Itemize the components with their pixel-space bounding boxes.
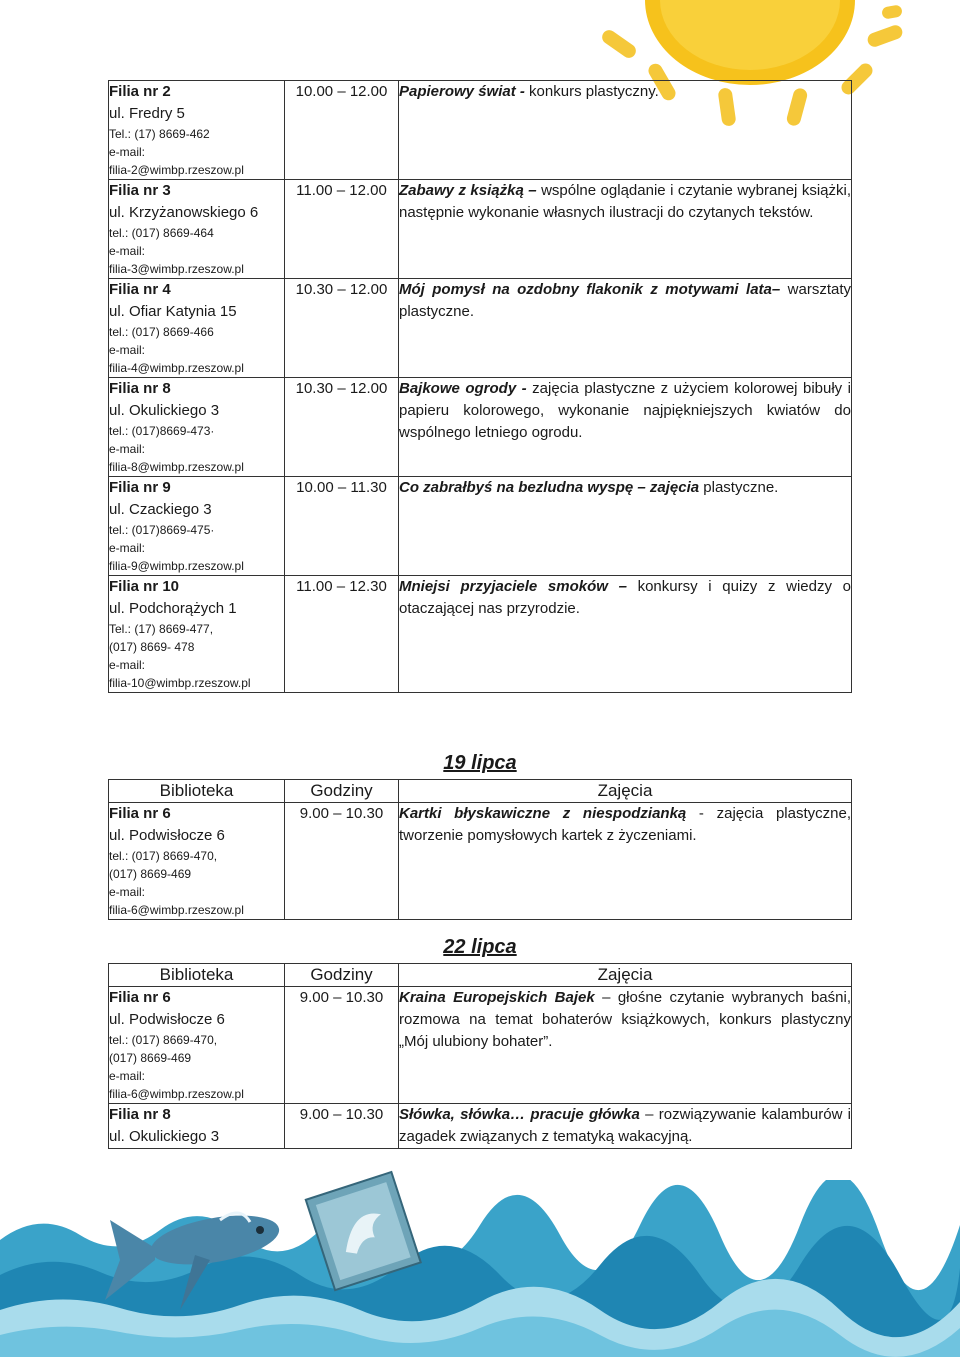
library-email[interactable]: filia-10@wimbp.rzeszow.pl [109,676,251,690]
hours-cell: 9.00 – 10.30 [285,1104,399,1149]
library-cell [109,987,285,1104]
activity-description: plastyczne. [699,479,779,496]
hours-cell: 10.00 – 11.30 [285,477,399,576]
activity-description: - zajęcia plastyczne, tworzenie pomysłowych kartek z życzeniami. [399,805,851,844]
activity-description: wspólne oglądanie i czytanie wybranej książki, następnie wykonanie własnych ilustracji do czytanych tekstów. [399,182,851,221]
library-name: Filia nr 6 [109,805,171,822]
library-email[interactable]: filia-4@wimbp.rzeszow.pl [109,361,244,375]
activity-cell [399,803,852,920]
activity-cell [399,1104,852,1149]
hours-cell: 9.00 – 10.30 [285,803,399,920]
library-name: Filia nr 10 [109,578,180,595]
library-name: Filia nr 3 [109,182,171,199]
library-cell [109,378,285,477]
library-phone: tel.: (017) 8669-470, [109,1033,218,1047]
library-email-label: e-mail: [109,1069,146,1083]
activity-title: Kartki błyskawiczne z niespodzianką [399,805,687,822]
table-row [109,987,852,1104]
hours-cell: 11.00 – 12.00 [285,180,399,279]
activity-title: Bajkowe ogrody - [399,380,527,397]
library-address: ul. Okulickiego 3 [109,1128,220,1145]
hours-cell: 9.00 – 10.30 [285,987,399,1104]
library-cell [109,180,285,279]
activity-title: Co zabrałbyś na bezludna wyspę – zajęcia [399,479,700,496]
schedule-table-top [108,80,852,693]
library-address: ul. Podchorążych 1 [109,600,237,617]
schedule-rows [109,803,852,920]
schedule-rows [109,81,852,693]
library-email-label: e-mail: [109,145,146,159]
activity-title: Kraina Europejskich Bajek [399,989,595,1006]
activity-title: Słówka, słówka… pracuje główka [399,1106,640,1123]
activity-title: Papierowy świat - [399,83,525,100]
header-activity: Zajęcia [399,964,852,987]
activity-description: konkursy i quizy z wiedzy o otaczającej nas przyrodzie. [399,578,851,617]
activity-description: – głośne czytanie wybranych baśni, rozmowa na temat bohaterów książkowych, konkurs plastyczny „Mój ulubiony bohater”. [399,989,851,1050]
activity-cell [399,576,852,693]
header-library: Biblioteka [109,964,285,987]
library-phone-2: (017) 8669- 478 [109,640,195,654]
activity-cell [399,477,852,576]
activity-cell [399,180,852,279]
activity-description: – rozwiązywanie kalamburów i zagadek związanych z tematyką wakacyjną. [399,1106,851,1145]
hours-cell: 10.30 – 12.00 [285,378,399,477]
library-address: ul. Krzyżanowskiego 6 [109,204,259,221]
activity-description: konkurs plastyczny. [524,83,659,100]
library-email-label: e-mail: [109,343,146,357]
table-row [109,279,852,378]
library-name: Filia nr 8 [109,1106,171,1123]
header-row [109,780,852,803]
table-row [109,180,852,279]
library-phone-2: (017) 8669-469 [109,867,192,881]
library-name: Filia nr 4 [109,281,171,298]
hours-cell: 10.00 – 12.00 [285,81,399,180]
library-email[interactable]: filia-8@wimbp.rzeszow.pl [109,460,244,474]
library-address: ul. Czackiego 3 [109,501,212,518]
library-email[interactable]: filia-2@wimbp.rzeszow.pl [109,163,244,177]
library-name: Filia nr 9 [109,479,171,496]
day-title-22-lipca: 22 lipca [443,936,517,958]
book-illustration [300,1165,430,1295]
activity-title: Mój pomysł na ozdobny flakonik z motywami lata– [399,281,781,298]
table-row [109,803,852,920]
library-email-label: e-mail: [109,885,146,899]
schedule-table-22-lipca [108,963,852,1149]
table-row [109,1104,852,1149]
library-address: ul. Okulickiego 3 [109,402,220,419]
header-library: Biblioteka [109,780,285,803]
library-phone: tel.: (017)8669-475· [109,523,215,537]
header-activity: Zajęcia [399,780,852,803]
library-cell [109,279,285,378]
fish-illustration [100,1200,300,1320]
library-email-label: e-mail: [109,244,146,258]
activity-cell [399,987,852,1104]
schedule-rows [109,987,852,1149]
library-email[interactable]: filia-6@wimbp.rzeszow.pl [109,1087,244,1101]
table-row [109,378,852,477]
table-row [109,576,852,693]
library-address: ul. Fredry 5 [109,105,185,122]
library-address: ul. Podwisłocze 6 [109,827,225,844]
day-title-19-lipca: 19 lipca [443,752,517,774]
header-row [109,964,852,987]
library-address: ul. Podwisłocze 6 [109,1011,225,1028]
library-email-label: e-mail: [109,442,146,456]
library-phone: Tel.: (17) 8669-477, [109,622,214,636]
library-phone: tel.: (017)8669-473· [109,424,215,438]
library-name: Filia nr 8 [109,380,171,397]
library-cell [109,1104,285,1149]
library-cell [109,803,285,920]
library-email[interactable]: filia-3@wimbp.rzeszow.pl [109,262,244,276]
header-hours: Godziny [285,964,399,987]
activity-title: Mniejsi przyjaciele smoków – [399,578,627,595]
library-email[interactable]: filia-9@wimbp.rzeszow.pl [109,559,244,573]
header-hours: Godziny [285,780,399,803]
library-phone: tel.: (017) 8669-466 [109,325,214,339]
table-row [109,477,852,576]
library-email[interactable]: filia-6@wimbp.rzeszow.pl [109,903,244,917]
library-phone-2: (017) 8669-469 [109,1051,192,1065]
activity-cell [399,378,852,477]
library-name: Filia nr 2 [109,83,171,100]
library-cell [109,576,285,693]
activity-description: zajęcia plastyczne z użyciem kolorowej bibuły i papieru kolorowego, wykonanie najpiękniejszych kwiatów do wspólnego letniego ogrodu. [399,380,851,441]
library-phone: Tel.: (17) 8669-462 [109,127,210,141]
hours-cell: 11.00 – 12.30 [285,576,399,693]
library-email-label: e-mail: [109,658,146,672]
table-row [109,81,852,180]
hours-cell: 10.30 – 12.00 [285,279,399,378]
library-cell [109,81,285,180]
library-name: Filia nr 6 [109,989,171,1006]
library-phone: tel.: (017) 8669-470, [109,849,218,863]
activity-cell [399,81,852,180]
activity-title: Zabawy z książką – [399,182,537,199]
activity-cell [399,279,852,378]
library-phone: tel.: (017) 8669-464 [109,226,214,240]
activity-description: warsztaty plastyczne. [399,281,851,320]
library-address: ul. Ofiar Katynia 15 [109,303,237,320]
schedule-table-19-lipca [108,779,852,920]
library-email-label: e-mail: [109,541,146,555]
library-cell [109,477,285,576]
